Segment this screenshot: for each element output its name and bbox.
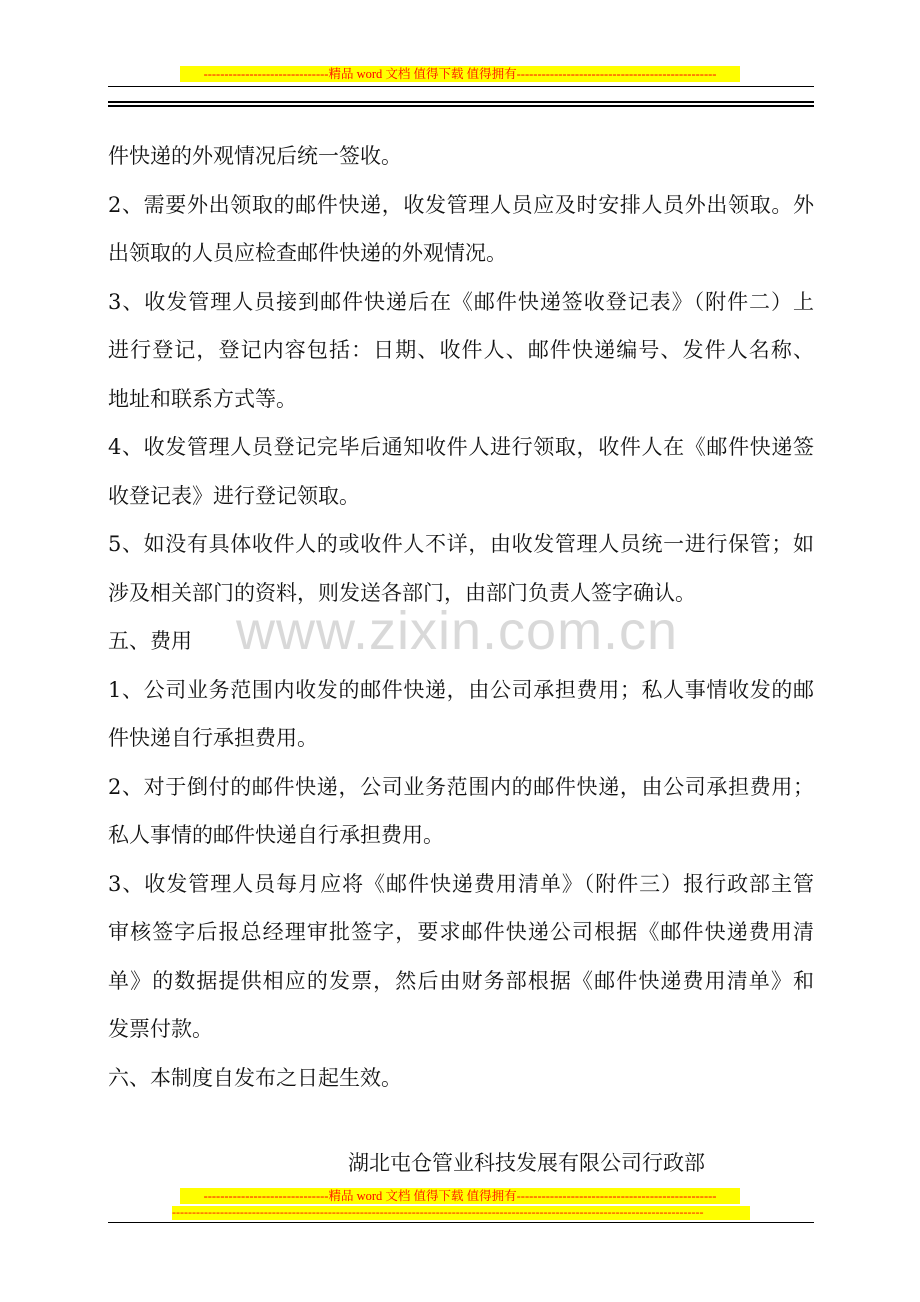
header-rule-double-1 [108,101,814,103]
body-line: 2、需要外出领取的邮件快递，收发管理人员应及时安排人员外出领取。外 [108,192,814,217]
header-banner: ------------------------------精品 word 文档 值得下载 值得拥有------------------------------------------------ [180,66,740,82]
footer-rule [108,1222,814,1223]
body-line: 审核签字后报总经理审批签字，要求邮件快递公司根据《邮件快递费用清 [108,920,814,944]
body-line: 件快递自行承担费用。 [108,726,318,750]
body-line: 3、收发管理人员每月应将《邮件快递费用清单》（附件三）报行政部主管 [108,871,814,896]
body-line: 5、如没有具体收件人的或收件人不详，由收发管理人员统一进行保管；如 [108,532,814,556]
document-body [108,132,814,1102]
body-line: 3、收发管理人员接到邮件快递后在《邮件快递签收登记表》（附件二）上 [108,289,814,314]
section-heading-fees: 五、费用 [108,629,192,653]
footer-banner-dashes: ------------------------------------------------------------------------------------------------------------------------------------- [172,1206,750,1220]
body-line: 进行登记，登记内容包括：日期、收件人、邮件快递编号、发件人名称、 [108,338,814,362]
body-line: 出领取的人员应检查邮件快递的外观情况。 [108,241,507,265]
body-line: 件快递的外观情况后统一签收。 [108,144,402,168]
watermark: www.zixin.com.cn [236,601,679,661]
body-line: 1、公司业务范围内收发的邮件快递，由公司承担费用；私人事情收发的邮 [108,677,814,702]
header-rule-double-2 [108,105,814,107]
body-line: 私人事情的邮件快递自行承担费用。 [108,823,444,847]
section-heading-effective: 六、本制度自发布之日起生效。 [108,1065,402,1090]
body-line: 发票付款。 [108,1017,213,1041]
footer-banner: ------------------------------精品 word 文档 值得下载 值得拥有------------------------------------------------ [180,1188,740,1204]
signature-department: 湖北屯仓管业科技发展有限公司行政部 [348,1151,705,1175]
header-rule-thin [108,86,814,87]
body-line: 地址和联系方式等。 [108,386,297,411]
body-line: 2、对于倒付的邮件快递，公司业务范围内的邮件快递，由公司承担费用； [108,774,814,799]
body-line: 4、收发管理人员登记完毕后通知收件人进行领取，收件人在《邮件快递签 [108,435,814,459]
body-line: 涉及相关部门的资料，则发送各部门，由部门负责人签字确认。 [108,580,696,605]
body-line: 单》的数据提供相应的发票，然后由财务部根据《邮件快递费用清单》和 [108,968,814,993]
body-line: 收登记表》进行登记领取。 [108,483,360,508]
